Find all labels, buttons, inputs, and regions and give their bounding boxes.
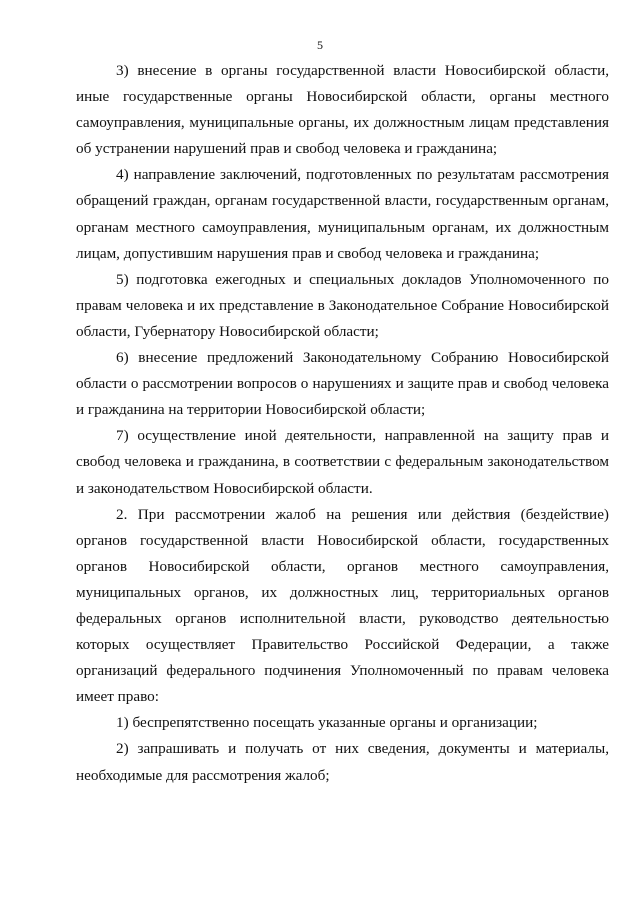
paragraph-item-7: 7) осуществление иной деятельности, направленной на защиту прав и свобод человека и гражданина, в соответствии с федеральным законодательством и законодательством Новосибирской области. [76,427,609,497]
paragraph-item-4: 4) направление заключений, подготовленных по результатам рассмотрения обращений граждан, органам государственной власти, государственным органам, органам местного самоуправления, муниципальным органам, их должностным лицам, допустившим нарушения прав и свобод человека и гражданина; [76,166,609,262]
paragraph-right-2: 2) запрашивать и получать от них сведения, документы и материалы, необходимые для рассмотрения жалоб; [76,740,609,784]
document-body [76,58,609,789]
paragraph-item-3: 3) внесение в органы государственной власти Новосибирской области, иные государственные органы Новосибирской области, органы местного самоуправления, муниципальные органы, их должностным лицам представления об устранении нарушений прав и свобод человека и гражданина; [76,62,609,158]
paragraph-item-6: 6) внесение предложений Законодательному Собранию Новосибирской области о рассмотрении вопросов о нарушениях и защите прав и свобод человека и гражданина на территории Новосибирской области; [76,349,609,419]
paragraph-section-2: 2. При рассмотрении жалоб на решения или действия (бездействие) органов государственной власти Новосибирской области, государственных органов Новосибирской области, органов местного самоуправления, муниципальных органов, их должностных лиц, территориальных органов федеральных органов исполнительной власти, руководство деятельностью которых осуществляет Правительство Российской Федерации, а также организаций федерального подчинения Уполномоченный по правам человека имеет право: [76,505,609,706]
page-number: 5 [317,38,323,52]
paragraph-right-1: 1) беспрепятственно посещать указанные органы и организации; [116,714,538,732]
paragraph-item-5: 5) подготовка ежегодных и специальных докладов Уполномоченного по правам человека и их представление в Законодательное Собрание Новосибирской области, Губернатору Новосибирской области; [76,270,609,340]
